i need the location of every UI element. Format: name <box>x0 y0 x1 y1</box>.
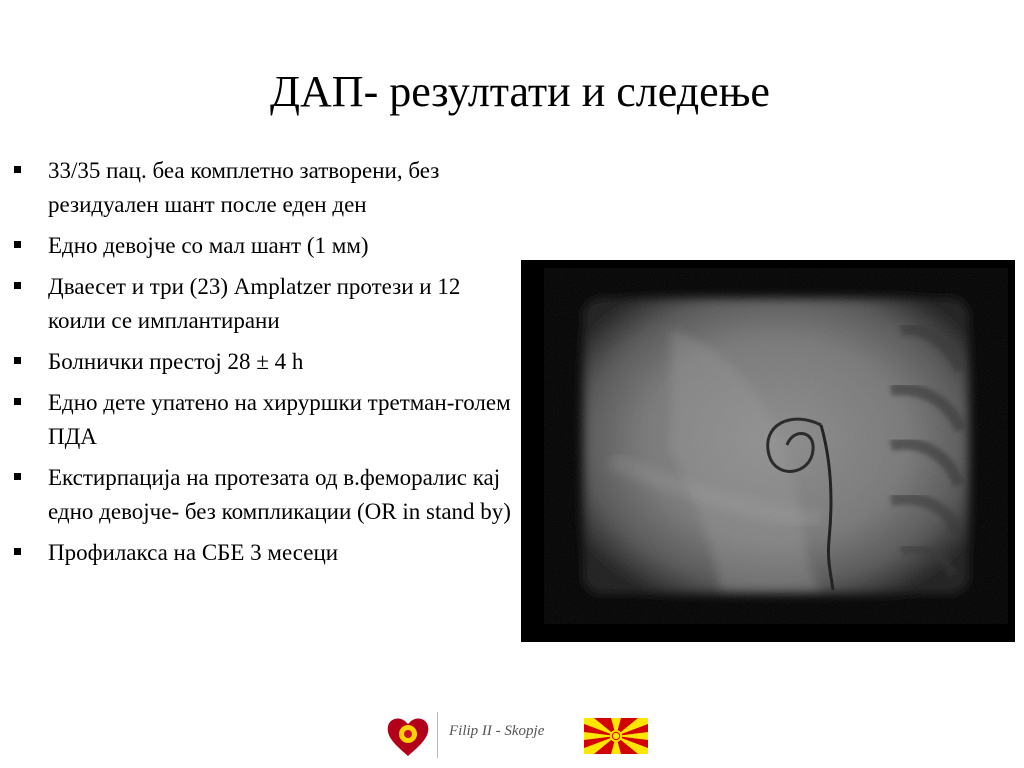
angiography-image <box>521 260 1015 642</box>
bullet-text: Дваесет и три (23) Amplatzer протези и 12 коили се имплантирани <box>48 274 461 333</box>
bullet-list <box>14 154 514 577</box>
bullet-marker-icon <box>14 166 21 173</box>
footer-divider <box>437 712 438 758</box>
bullet-item <box>14 536 514 570</box>
bullet-item <box>14 270 514 338</box>
bullet-item <box>14 229 514 263</box>
bullet-marker-icon <box>14 473 21 480</box>
slide-title: ДАП- резултати и следење <box>270 67 770 116</box>
footer-text: Filip II - Skopje <box>449 723 545 739</box>
bullet-text: Профилакса на СБЕ 3 месеци <box>48 540 339 565</box>
bullet-marker-icon <box>14 241 21 248</box>
bullet-marker-icon <box>14 398 21 405</box>
heart-logo-icon <box>384 712 432 760</box>
bullet-text: Болнички престој 28 ± 4 h <box>48 349 304 374</box>
macedonia-flag-icon <box>584 718 648 754</box>
footer <box>382 710 652 762</box>
bullet-item <box>14 461 514 529</box>
bullet-text: Едно девојче со мал шант (1 мм) <box>48 233 369 258</box>
bullet-item <box>14 386 514 454</box>
bullet-text: Екстирпација на протезата од в.феморалис кај едно девојче- без компликации (OR in stand by) <box>48 465 511 524</box>
bullet-item <box>14 345 514 379</box>
bullet-marker-icon <box>14 548 21 555</box>
bullet-text: Едно дете упатено на хируршки третман-голем ПДА <box>48 390 511 449</box>
bullet-item <box>14 154 514 222</box>
bullet-marker-icon <box>14 282 21 289</box>
xray-image <box>521 260 1015 642</box>
bullet-marker-icon <box>14 357 21 364</box>
bullet-text: 33/35 пац. беа комплетно затворени, без резидуален шант после еден ден <box>48 158 440 217</box>
